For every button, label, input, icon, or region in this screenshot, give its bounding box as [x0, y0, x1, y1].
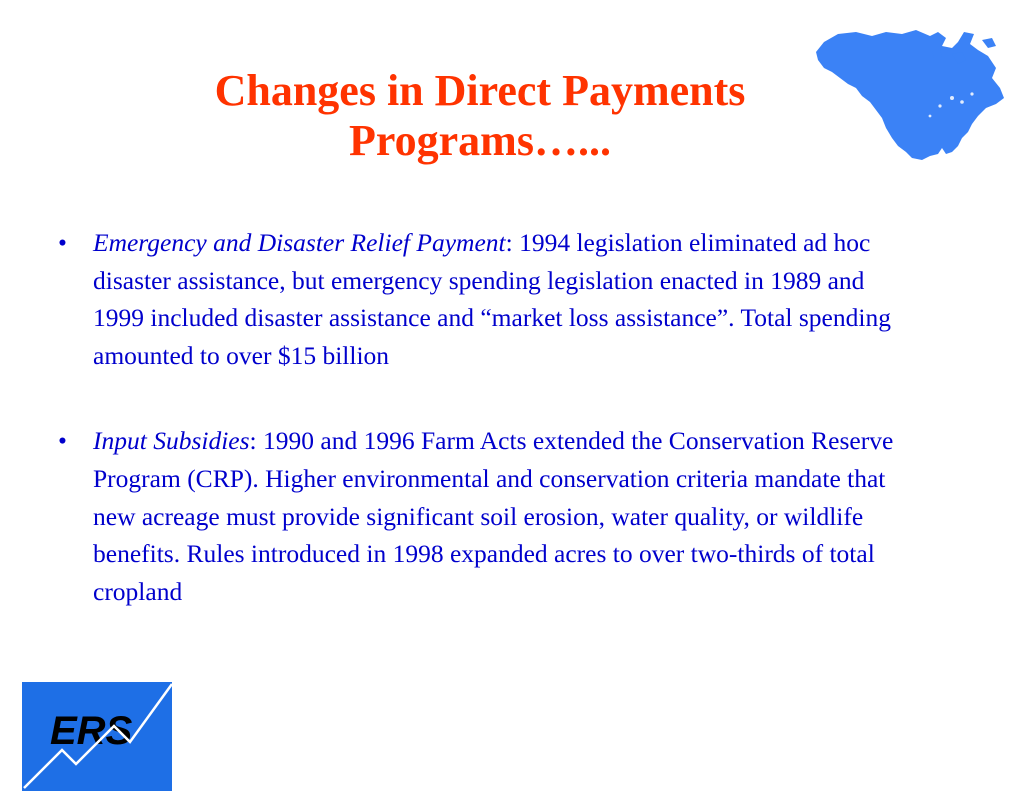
bullet-list — [58, 224, 918, 610]
bullet-separator: : — [249, 426, 257, 456]
title-line-1: Changes in Direct Payments — [214, 66, 746, 115]
bullet-term: Emergency and Disaster Relief Payment — [93, 228, 506, 257]
bullet-marker: • — [58, 426, 67, 456]
bullet-term: Input Subsidies — [93, 426, 250, 456]
slide-title — [130, 66, 830, 166]
bullet-marker: • — [58, 228, 67, 257]
ers-logo-text: ERS — [50, 709, 133, 753]
ers-logo-icon — [22, 682, 172, 791]
bullet-text: 1994 legislation eliminated ad hoc disaster assistance, but emergency spending legislation enacted in 1989 and 1999 included disaster assistance and “market loss assistance”. Total spending amounted to over $15 billion — [93, 228, 891, 370]
bullet-separator: : — [505, 228, 513, 257]
title-line-2: Programs…... — [349, 116, 611, 165]
bullet-emergency-disaster-relief — [58, 224, 918, 374]
north-america-map-icon — [812, 28, 1008, 168]
bullet-input-subsidies — [58, 422, 918, 610]
bullet-text: 1990 and 1996 Farm Acts extended the Conservation Reserve Program (CRP). Higher environmental and conservation criteria mandate that new acreage must provide significant soil erosion, water quality, or wildlife benefits. Rules introduced in 1998 expanded acres to over two-thirds of total cropland — [93, 426, 894, 606]
